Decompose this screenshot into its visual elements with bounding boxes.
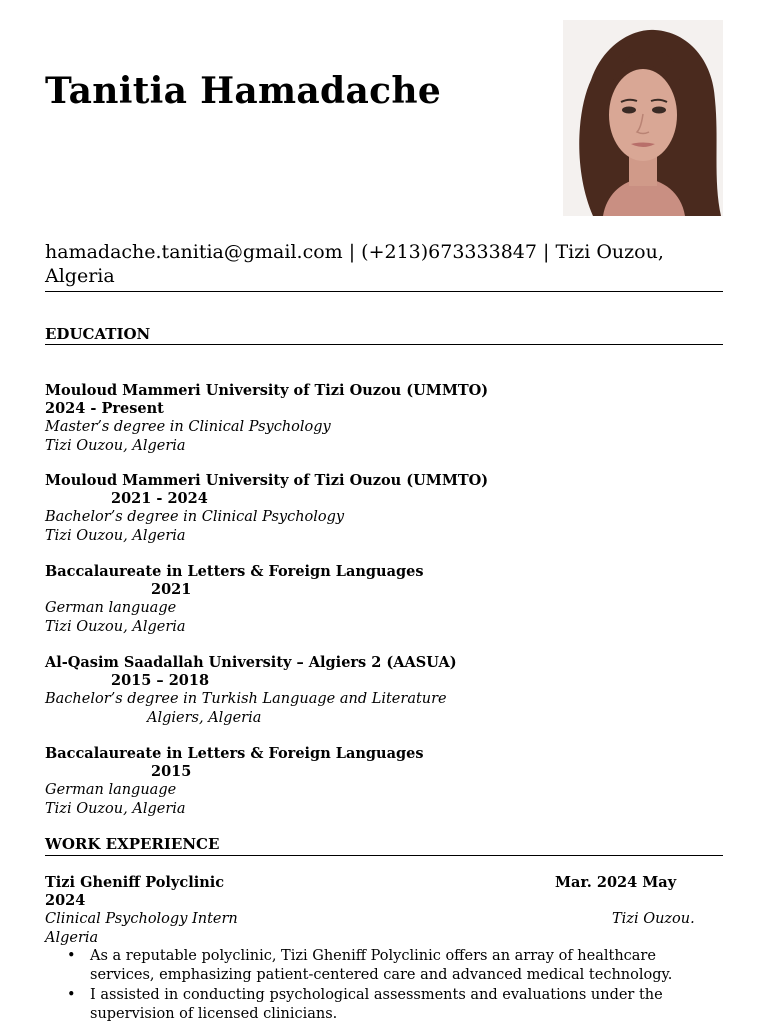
profile-photo [563,20,723,216]
work-location: Tizi Ouzou. [612,911,695,928]
contact-info: hamadache.tanitia@gmail.com | (+213)673333847 | Tizi Ouzou, Algeria [45,241,664,287]
education-dates: 2015 [151,763,192,781]
list-item: • I assisted in conducting psychological assessments and evaluations under the supervision of licensed clinicians. [67,986,663,1023]
bullet-text: I assisted in conducting psychological assessments and evaluations under the supervision of licensed clinicians. [90,986,663,1023]
education-institution: Mouloud Mammeri University of Tizi Ouzou (UMMTO) [45,382,489,399]
education-location: Tizi Ouzou, Algeria [45,527,186,544]
education-degree: Bachelor’s degree in Clinical Psychology [45,509,345,526]
education-dates: 2021 [151,581,192,599]
work-bullets [45,947,723,1025]
education-degree: German language [45,600,177,617]
education-institution: Baccalaureate in Letters & Foreign Languages [45,563,424,580]
education-location: Tizi Ouzou, Algeria [45,437,186,454]
education-degree: Bachelor’s degree in Turkish Language and Literature [45,691,447,708]
education-dates: 2015 – 2018 [111,672,210,690]
header-divider [45,291,723,292]
education-institution: Baccalaureate in Letters & Foreign Languages [45,745,424,762]
education-location: Tizi Ouzou, Algeria [45,800,186,817]
work-dates-continued: 2024 [45,892,86,910]
education-entry [45,654,723,727]
education-entry [45,745,723,818]
work-location-continued: Algeria [45,929,99,946]
education-dates: 2021 - 2024 [111,490,208,508]
list-item: • As a reputable polyclinic, Tizi Gheniff Polyclinic offers an array of healthcare services, emphasizing patient-centered care and advanced medical technology. [67,947,673,984]
education-entry [45,382,723,455]
education-degree: German language [45,782,177,799]
education-dates: 2024 - Present [45,400,164,418]
education-degree: Master’s degree in Clinical Psychology [45,419,331,436]
education-divider [45,344,723,345]
work-role: Clinical Psychology Intern [45,911,238,928]
education-institution: Mouloud Mammeri University of Tizi Ouzou (UMMTO) [45,472,489,489]
education-location: Algiers, Algeria [147,709,262,726]
work-dates: Mar. 2024 May [555,874,677,891]
education-location: Tizi Ouzou, Algeria [45,618,186,635]
work-entry [45,874,723,1025]
work-experience-divider [45,855,723,856]
education-entry [45,472,723,545]
bullet-text: As a reputable polyclinic, Tizi Gheniff Polyclinic offers an array of healthcare services, emphasizing patient-centered care and advanced medical technology. [90,947,673,984]
education-institution: Al-Qasim Saadallah University – Algiers 2 (AASUA) [45,654,457,671]
education-heading: EDUCATION [45,325,151,343]
education-entry [45,563,723,636]
work-employer: Tizi Gheniff Polyclinic [45,874,225,891]
candidate-name: Tanitia Hamadache [45,70,442,112]
work-experience-heading: WORK EXPERIENCE [45,835,220,853]
portrait-image [563,20,723,216]
